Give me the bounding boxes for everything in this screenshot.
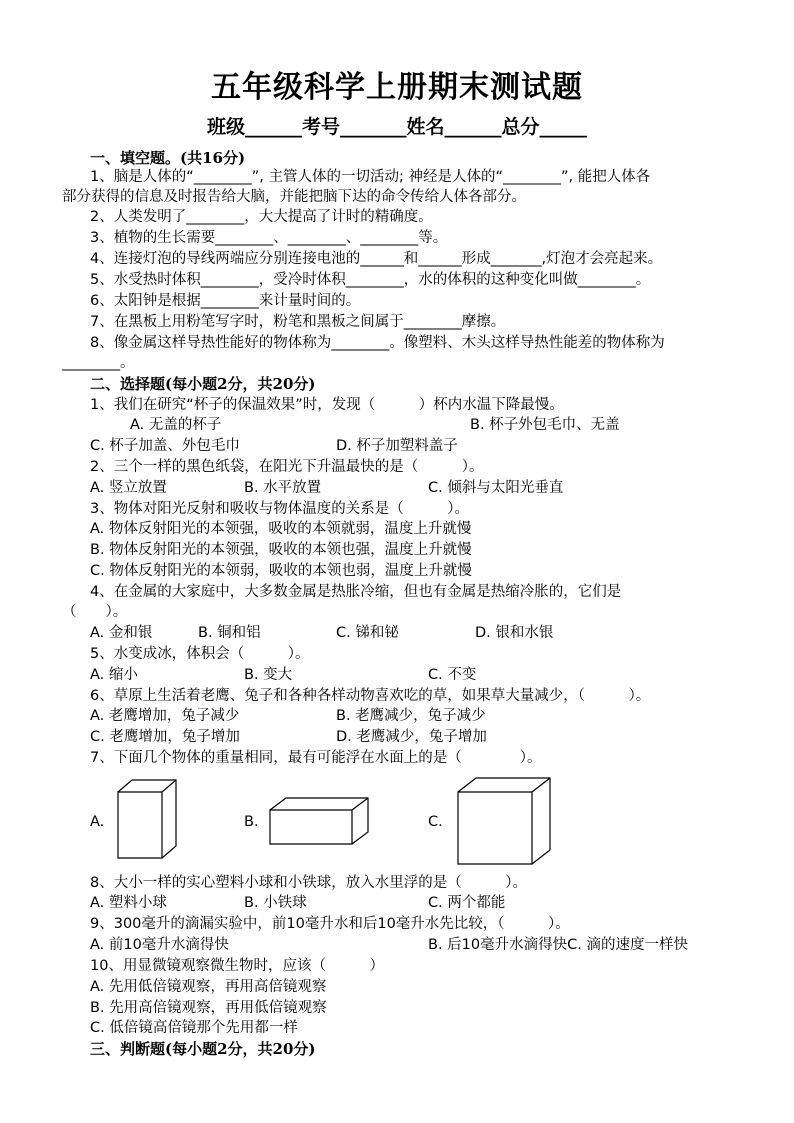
choice-q8-option-a: A. 塑料小球 bbox=[90, 895, 167, 911]
choice-q4-line1: 4、在金属的大家庭中，大多数金属是热胀冷缩，但也有金属是热缩冷胀的，它们是 bbox=[90, 584, 622, 600]
choice-q1-option-a: A. 无盖的杯子 bbox=[130, 417, 222, 433]
choice-q1-option-d: D. 杯子加塑料盖子 bbox=[336, 438, 458, 454]
choice-q7-option-c: C. bbox=[428, 814, 443, 830]
choice-q2-option-c: C. 倾斜与太阳光垂直 bbox=[428, 480, 564, 496]
choice-q8: 8、大小一样的实心塑料小球和小铁球，放入水里浮的是（ ）。 bbox=[90, 875, 527, 891]
flat-box-figure bbox=[268, 796, 370, 846]
choice-q3-option-c: C. 物体反射阳光的本领弱，吸收的本领也弱，温度上升就慢 bbox=[90, 563, 472, 579]
choice-q5-option-b: B. 变大 bbox=[244, 667, 293, 683]
choice-q6-option-a: A. 老鹰增加，兔子减少 bbox=[90, 708, 240, 724]
choice-q10-option-b: B. 先用高倍镜观察，再用低倍镜观察 bbox=[90, 1000, 327, 1016]
choice-q4-option-a: A. 金和银 bbox=[90, 625, 153, 641]
choice-q6-option-d: D. 老鹰减少，兔子增加 bbox=[336, 729, 487, 745]
choice-q2-option-a: A. 竖立放置 bbox=[90, 480, 167, 496]
choice-q3-option-b: B. 物体反射阳光的本领强，吸收的本领也强，温度上升就慢 bbox=[90, 542, 472, 558]
choice-q8-option-c: C. 两个都能 bbox=[428, 895, 506, 911]
choice-q6: 6、草原上生活着老鹰、兔子和各种各样动物喜欢吃的草，如果草大量减少，（ ）。 bbox=[90, 688, 651, 704]
choice-q1-option-b: B. 杯子外包毛巾、无盖 bbox=[470, 417, 620, 433]
choice-q4-option-c: C. 锑和铋 bbox=[336, 625, 399, 641]
choice-q7-option-b: B. bbox=[244, 814, 259, 830]
section-heading-judge: 三、判断题(每小题2分，共20分) bbox=[90, 1040, 316, 1058]
choice-q5: 5、水变成冰，体积会（ ）。 bbox=[90, 646, 310, 662]
choice-q10-option-c: C. 低倍镜高倍镜那个先用都一样 bbox=[90, 1020, 298, 1036]
choice-q9-option-bc: B. 后10毫升水滴得快C. 滴的速度一样快 bbox=[428, 937, 688, 953]
choice-q1-option-c: C. 杯子加盖、外包毛巾 bbox=[90, 438, 240, 454]
choice-q3: 3、物体对阳光反射和吸收与物体温度的关系是（ ）。 bbox=[90, 501, 469, 517]
page-title: 五年级科学上册期末测试题 bbox=[211, 70, 583, 105]
choice-q5-option-c: C. 不变 bbox=[428, 667, 477, 683]
section-heading-choice: 二、选择题(每小题2分，共20分) bbox=[90, 375, 316, 393]
tall-box-figure bbox=[116, 778, 180, 860]
fill-q5: 5、水受热时体积________，受冷时体积________，水的体积的这种变化叫做________。 bbox=[90, 272, 651, 288]
choice-q3-option-a: A. 物体反射阳光的本领强，吸收的本领就弱，温度上升就慢 bbox=[90, 521, 472, 537]
fill-q8-line2: ________。 bbox=[62, 355, 135, 371]
fill-q1-line1: 1、脑是人体的“________”, 主管人体的一切活动; 神经是人体的“________”, 能把人体各 bbox=[90, 169, 651, 185]
choice-q4-option-b: B. 铜和铝 bbox=[198, 625, 261, 641]
fill-q1-line2: 部分获得的信息及时报告给大脑，并能把脑下达的命令传给人体各部分。 bbox=[62, 189, 526, 205]
choice-q8-option-b: B. 小铁球 bbox=[244, 895, 307, 911]
choice-q10-option-a: A. 先用低倍镜观察，再用高倍镜观察 bbox=[90, 979, 327, 995]
section-heading-fill: 一、填空题。(共16分) bbox=[90, 149, 246, 167]
fill-q2: 2、人类发明了________，大大提高了计时的精确度。 bbox=[90, 209, 433, 225]
choice-q9-option-a: A. 前10毫升水滴得快 bbox=[90, 937, 229, 953]
fill-q3: 3、植物的生长需要________、________、________等。 bbox=[90, 230, 448, 246]
choice-q2-option-b: B. 水平放置 bbox=[244, 480, 322, 496]
choice-q6-option-c: C. 老鹰增加，兔子增加 bbox=[90, 729, 240, 745]
fill-q6: 6、太阳钟是根据________来计量时间的。 bbox=[90, 293, 361, 309]
choice-q4-line2: （ ）。 bbox=[62, 604, 128, 620]
choice-q10: 10、用显微镜观察微生物时，应该（ ） bbox=[90, 958, 384, 974]
choice-q7: 7、下面几个物体的重量相同，最有可能浮在水面上的是（ ）。 bbox=[90, 750, 542, 766]
choice-q1: 1、我们在研究“杯子的保温效果”时，发现（ ）杯内水温下降最慢。 bbox=[90, 397, 564, 413]
choice-q5-option-a: A. 缩小 bbox=[90, 667, 138, 683]
choice-q7-option-a: A. bbox=[90, 814, 105, 830]
student-info-line: 班级______考号_______姓名______总分_____ bbox=[206, 116, 587, 138]
fill-q7: 7、在黑板上用粉笔写字时，粉笔和黑板之间属于________摩擦。 bbox=[90, 314, 506, 330]
fill-q8-line1: 8、像金属这样导热性能好的物体称为________。像塑料、木头这样导热性能差的物体称为 bbox=[90, 335, 665, 351]
choice-q4-option-d: D. 银和水银 bbox=[475, 625, 554, 641]
choice-q2: 2、三个一样的黑色纸袋，在阳光下升温最快的是（ ）。 bbox=[90, 459, 484, 475]
large-cube-figure bbox=[456, 776, 552, 866]
choice-q9: 9、300毫升的滴漏实验中，前10毫升水和后10毫升水先比较，（ ）。 bbox=[90, 916, 570, 932]
fill-q4: 4、连接灯泡的导线两端应分别连接电池的______和______形成_______,灯泡才会亮起来。 bbox=[90, 251, 663, 267]
choice-q6-option-b: B. 老鹰减少，兔子减少 bbox=[336, 708, 486, 724]
